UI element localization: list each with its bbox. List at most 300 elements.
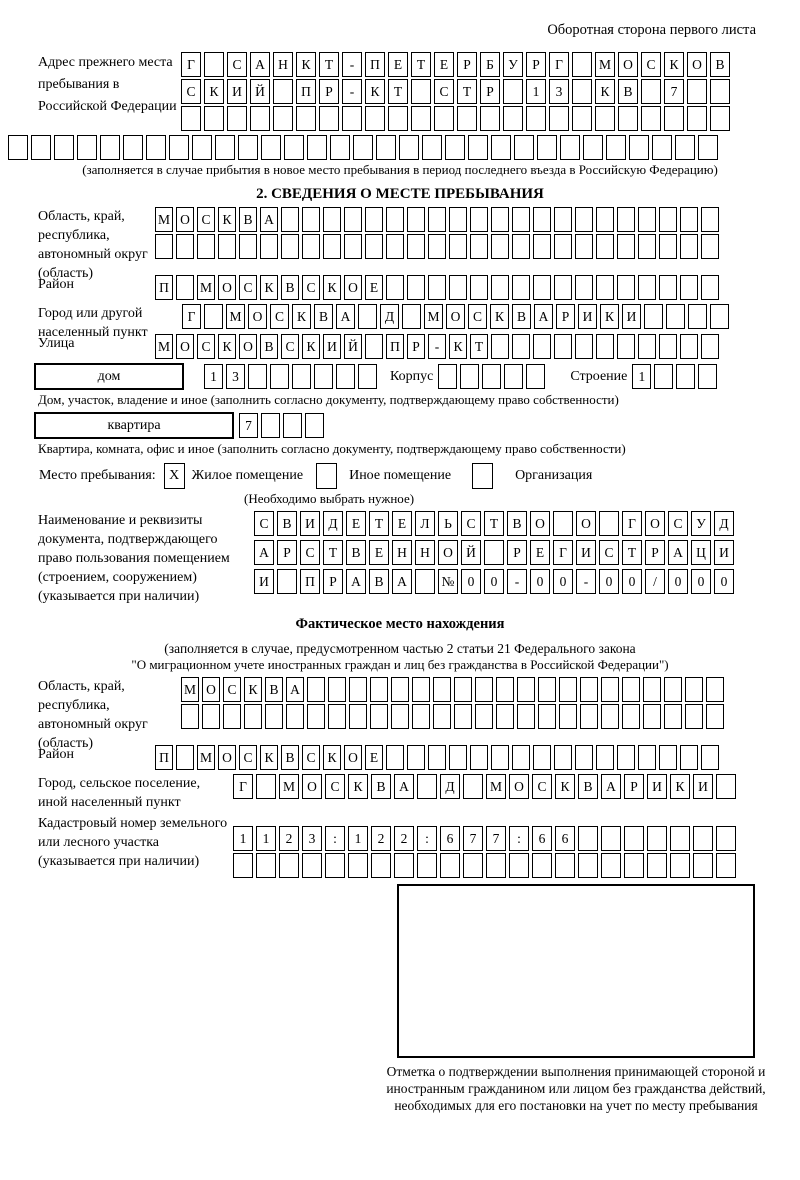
char-cell[interactable]: 7 (664, 79, 684, 104)
char-cell[interactable] (716, 774, 736, 799)
char-cell[interactable]: О (176, 207, 194, 232)
char-cell[interactable] (559, 677, 577, 702)
char-cell[interactable]: С (197, 334, 215, 359)
char-cell[interactable] (270, 364, 289, 389)
char-cell[interactable] (244, 704, 262, 729)
char-cell[interactable]: К (260, 275, 278, 300)
char-cell[interactable] (680, 334, 698, 359)
char-cell[interactable] (239, 234, 257, 259)
char-cell[interactable] (463, 774, 483, 799)
char-cell[interactable]: Е (369, 540, 389, 565)
char-cell[interactable]: С (197, 207, 215, 232)
char-cell[interactable] (376, 135, 396, 160)
char-cell[interactable] (449, 234, 467, 259)
char-cell[interactable] (296, 106, 316, 131)
char-cell[interactable]: 0 (599, 569, 619, 594)
char-cell[interactable]: В (618, 79, 638, 104)
char-cell[interactable]: В (277, 511, 297, 536)
char-cell[interactable]: И (576, 540, 596, 565)
char-cell[interactable] (643, 704, 661, 729)
char-cell[interactable] (599, 511, 619, 536)
char-cell[interactable] (560, 135, 580, 160)
char-cell[interactable]: И (227, 79, 247, 104)
char-cell[interactable] (622, 704, 640, 729)
char-cell[interactable]: М (486, 774, 506, 799)
char-cell[interactable] (643, 677, 661, 702)
char-cell[interactable] (463, 853, 483, 878)
char-cell[interactable] (365, 234, 383, 259)
char-cell[interactable] (538, 677, 556, 702)
char-cell[interactable] (624, 826, 644, 851)
char-cell[interactable]: П (296, 79, 316, 104)
char-cell[interactable] (181, 704, 199, 729)
char-cell[interactable] (302, 853, 322, 878)
char-cell[interactable]: В (369, 569, 389, 594)
char-cell[interactable] (349, 677, 367, 702)
char-cell[interactable]: А (668, 540, 688, 565)
char-cell[interactable] (277, 569, 297, 594)
char-cell[interactable] (407, 745, 425, 770)
char-cell[interactable] (685, 704, 703, 729)
char-cell[interactable] (638, 234, 656, 259)
char-cell[interactable] (533, 234, 551, 259)
char-cell[interactable]: А (394, 774, 414, 799)
char-cell[interactable] (606, 135, 626, 160)
char-cell[interactable] (370, 677, 388, 702)
char-cell[interactable] (411, 106, 431, 131)
char-cell[interactable] (223, 704, 241, 729)
char-cell[interactable]: С (434, 79, 454, 104)
char-cell[interactable] (670, 853, 690, 878)
char-cell[interactable]: Р (407, 334, 425, 359)
char-cell[interactable]: И (254, 569, 274, 594)
char-cell[interactable]: 0 (530, 569, 550, 594)
char-cell[interactable] (638, 745, 656, 770)
char-cell[interactable] (716, 853, 736, 878)
char-cell[interactable] (666, 304, 685, 329)
char-cell[interactable]: - (342, 52, 362, 77)
char-cell[interactable] (433, 704, 451, 729)
char-cell[interactable] (554, 234, 572, 259)
char-cell[interactable] (675, 135, 695, 160)
char-cell[interactable]: К (204, 79, 224, 104)
char-cell[interactable]: А (601, 774, 621, 799)
char-cell[interactable] (701, 745, 719, 770)
char-cell[interactable] (402, 304, 421, 329)
char-cell[interactable]: Р (323, 569, 343, 594)
char-cell[interactable]: А (336, 304, 355, 329)
char-cell[interactable]: С (461, 511, 481, 536)
char-cell[interactable] (583, 135, 603, 160)
char-cell[interactable] (578, 853, 598, 878)
char-cell[interactable]: Т (470, 334, 488, 359)
char-cell[interactable] (411, 79, 431, 104)
char-cell[interactable] (644, 304, 663, 329)
char-cell[interactable]: С (599, 540, 619, 565)
char-cell[interactable] (233, 853, 253, 878)
char-cell[interactable]: / (645, 569, 665, 594)
char-cell[interactable]: М (181, 677, 199, 702)
char-cell[interactable] (54, 135, 74, 160)
char-cell[interactable] (202, 704, 220, 729)
char-cell[interactable] (146, 135, 166, 160)
char-cell[interactable]: А (534, 304, 553, 329)
char-cell[interactable]: С (300, 540, 320, 565)
char-cell[interactable] (412, 677, 430, 702)
char-cell[interactable]: О (248, 304, 267, 329)
char-cell[interactable]: В (371, 774, 391, 799)
char-cell[interactable]: А (254, 540, 274, 565)
char-cell[interactable]: К (302, 334, 320, 359)
char-cell[interactable] (638, 207, 656, 232)
char-cell[interactable] (701, 234, 719, 259)
char-cell[interactable]: Ь (438, 511, 458, 536)
char-cell[interactable] (706, 677, 724, 702)
char-cell[interactable]: М (279, 774, 299, 799)
char-cell[interactable]: Д (714, 511, 734, 536)
char-cell[interactable] (475, 704, 493, 729)
char-cell[interactable]: Г (553, 540, 573, 565)
char-cell[interactable]: К (449, 334, 467, 359)
char-cell[interactable]: Е (388, 52, 408, 77)
char-cell[interactable] (617, 207, 635, 232)
char-cell[interactable] (701, 334, 719, 359)
char-cell[interactable]: С (270, 304, 289, 329)
char-cell[interactable]: К (244, 677, 262, 702)
char-cell[interactable] (307, 704, 325, 729)
char-cell[interactable]: О (438, 540, 458, 565)
char-cell[interactable] (279, 853, 299, 878)
char-cell[interactable] (553, 511, 573, 536)
char-cell[interactable] (654, 364, 673, 389)
char-cell[interactable] (449, 745, 467, 770)
char-cell[interactable] (353, 135, 373, 160)
char-cell[interactable] (575, 334, 593, 359)
char-cell[interactable] (618, 106, 638, 131)
char-cell[interactable] (319, 106, 339, 131)
char-cell[interactable] (484, 540, 504, 565)
char-cell[interactable] (273, 79, 293, 104)
char-cell[interactable]: М (424, 304, 443, 329)
char-cell[interactable]: 6 (532, 826, 552, 851)
char-cell[interactable] (596, 334, 614, 359)
char-cell[interactable]: 1 (526, 79, 546, 104)
char-cell[interactable]: С (254, 511, 274, 536)
char-cell[interactable] (169, 135, 189, 160)
char-cell[interactable]: А (392, 569, 412, 594)
char-cell[interactable] (181, 106, 201, 131)
char-cell[interactable] (491, 207, 509, 232)
char-cell[interactable]: В (260, 334, 278, 359)
char-cell[interactable] (454, 677, 472, 702)
char-cell[interactable]: Г (622, 511, 642, 536)
char-cell[interactable] (176, 234, 194, 259)
char-cell[interactable]: Р (624, 774, 644, 799)
char-cell[interactable]: 6 (555, 826, 575, 851)
char-cell[interactable]: С (223, 677, 241, 702)
char-cell[interactable] (391, 677, 409, 702)
char-cell[interactable]: Т (319, 52, 339, 77)
char-cell[interactable] (680, 207, 698, 232)
char-cell[interactable] (323, 234, 341, 259)
char-cell[interactable]: Р (645, 540, 665, 565)
char-cell[interactable]: 2 (371, 826, 391, 851)
char-cell[interactable] (596, 275, 614, 300)
char-cell[interactable] (460, 364, 479, 389)
char-cell[interactable] (417, 853, 437, 878)
char-cell[interactable] (496, 704, 514, 729)
char-cell[interactable] (617, 234, 635, 259)
char-cell[interactable]: К (292, 304, 311, 329)
char-cell[interactable] (491, 135, 511, 160)
char-cell[interactable]: 3 (549, 79, 569, 104)
char-cell[interactable]: 1 (233, 826, 253, 851)
char-cell[interactable] (629, 135, 649, 160)
char-cell[interactable] (391, 704, 409, 729)
char-cell[interactable] (701, 275, 719, 300)
char-cell[interactable] (693, 853, 713, 878)
char-cell[interactable]: : (417, 826, 437, 851)
char-cell[interactable] (554, 207, 572, 232)
char-cell[interactable]: А (286, 677, 304, 702)
char-cell[interactable] (517, 677, 535, 702)
char-cell[interactable]: О (344, 275, 362, 300)
char-cell[interactable]: Д (323, 511, 343, 536)
char-cell[interactable] (596, 745, 614, 770)
char-cell[interactable]: Р (277, 540, 297, 565)
char-cell[interactable] (394, 853, 414, 878)
char-cell[interactable] (512, 207, 530, 232)
char-cell[interactable]: С (227, 52, 247, 77)
char-cell[interactable] (601, 826, 621, 851)
char-cell[interactable] (342, 106, 362, 131)
char-cell[interactable] (422, 135, 442, 160)
char-cell[interactable] (559, 704, 577, 729)
char-cell[interactable] (701, 207, 719, 232)
char-cell[interactable] (412, 704, 430, 729)
char-cell[interactable]: У (503, 52, 523, 77)
char-cell[interactable]: Г (181, 52, 201, 77)
char-cell[interactable]: Й (344, 334, 362, 359)
char-cell[interactable] (512, 275, 530, 300)
char-cell[interactable]: О (530, 511, 550, 536)
char-cell[interactable]: П (365, 52, 385, 77)
char-cell[interactable]: К (323, 275, 341, 300)
char-cell[interactable] (273, 106, 293, 131)
char-cell[interactable]: К (595, 79, 615, 104)
char-cell[interactable]: О (302, 774, 322, 799)
char-cell[interactable]: Р (480, 79, 500, 104)
char-cell[interactable] (344, 207, 362, 232)
char-cell[interactable] (664, 704, 682, 729)
char-cell[interactable] (155, 234, 173, 259)
char-cell[interactable] (596, 207, 614, 232)
char-cell[interactable] (445, 135, 465, 160)
char-cell[interactable] (305, 413, 324, 438)
char-cell[interactable]: К (218, 207, 236, 232)
char-cell[interactable]: Ц (691, 540, 711, 565)
char-cell[interactable]: И (714, 540, 734, 565)
char-cell[interactable]: Е (365, 745, 383, 770)
checkbox-residential[interactable]: X (164, 463, 185, 489)
char-cell[interactable]: - (342, 79, 362, 104)
char-cell[interactable] (470, 234, 488, 259)
char-cell[interactable] (538, 704, 556, 729)
char-cell[interactable] (680, 745, 698, 770)
char-cell[interactable] (685, 677, 703, 702)
char-cell[interactable] (470, 745, 488, 770)
char-cell[interactable]: К (218, 334, 236, 359)
char-cell[interactable]: Т (369, 511, 389, 536)
char-cell[interactable] (336, 364, 355, 389)
char-cell[interactable] (533, 207, 551, 232)
char-cell[interactable] (617, 745, 635, 770)
char-cell[interactable]: О (218, 275, 236, 300)
char-cell[interactable]: С (302, 275, 320, 300)
char-cell[interactable]: 2 (279, 826, 299, 851)
char-cell[interactable] (454, 704, 472, 729)
char-cell[interactable]: В (512, 304, 531, 329)
char-cell[interactable] (330, 135, 350, 160)
char-cell[interactable]: О (446, 304, 465, 329)
char-cell[interactable]: Е (365, 275, 383, 300)
char-cell[interactable] (687, 79, 707, 104)
char-cell[interactable]: К (365, 79, 385, 104)
char-cell[interactable] (204, 106, 224, 131)
char-cell[interactable] (716, 826, 736, 851)
char-cell[interactable] (596, 234, 614, 259)
char-cell[interactable] (572, 106, 592, 131)
char-cell[interactable] (428, 234, 446, 259)
char-cell[interactable]: В (265, 677, 283, 702)
char-cell[interactable] (370, 704, 388, 729)
char-cell[interactable]: М (155, 334, 173, 359)
char-cell[interactable] (281, 234, 299, 259)
char-cell[interactable] (517, 704, 535, 729)
char-cell[interactable] (503, 106, 523, 131)
char-cell[interactable]: И (578, 304, 597, 329)
char-cell[interactable]: С (281, 334, 299, 359)
char-cell[interactable] (328, 704, 346, 729)
char-cell[interactable] (580, 677, 598, 702)
char-cell[interactable]: - (576, 569, 596, 594)
char-cell[interactable] (227, 106, 247, 131)
char-cell[interactable] (238, 135, 258, 160)
char-cell[interactable]: П (155, 275, 173, 300)
char-cell[interactable]: 0 (484, 569, 504, 594)
char-cell[interactable] (281, 207, 299, 232)
char-cell[interactable] (491, 234, 509, 259)
char-cell[interactable] (503, 79, 523, 104)
char-cell[interactable]: 3 (302, 826, 322, 851)
char-cell[interactable]: С (468, 304, 487, 329)
checkbox-organization[interactable] (472, 463, 493, 489)
char-cell[interactable] (496, 677, 514, 702)
char-cell[interactable]: Р (556, 304, 575, 329)
char-cell[interactable] (100, 135, 120, 160)
char-cell[interactable]: 0 (622, 569, 642, 594)
char-cell[interactable]: 0 (553, 569, 573, 594)
char-cell[interactable] (176, 745, 194, 770)
char-cell[interactable]: К (490, 304, 509, 329)
char-cell[interactable]: М (197, 275, 215, 300)
char-cell[interactable] (407, 275, 425, 300)
char-cell[interactable] (512, 334, 530, 359)
char-cell[interactable] (647, 826, 667, 851)
char-cell[interactable]: С (532, 774, 552, 799)
char-cell[interactable] (248, 364, 267, 389)
char-cell[interactable]: В (314, 304, 333, 329)
char-cell[interactable] (407, 234, 425, 259)
char-cell[interactable] (470, 207, 488, 232)
char-cell[interactable]: К (348, 774, 368, 799)
char-cell[interactable] (670, 826, 690, 851)
char-cell[interactable] (624, 853, 644, 878)
char-cell[interactable]: А (250, 52, 270, 77)
char-cell[interactable] (491, 334, 509, 359)
char-cell[interactable] (647, 853, 667, 878)
char-cell[interactable]: 7 (486, 826, 506, 851)
char-cell[interactable]: Й (250, 79, 270, 104)
char-cell[interactable] (512, 745, 530, 770)
char-cell[interactable]: С (239, 275, 257, 300)
char-cell[interactable] (256, 853, 276, 878)
char-cell[interactable] (659, 745, 677, 770)
char-cell[interactable]: О (645, 511, 665, 536)
char-cell[interactable] (261, 135, 281, 160)
char-cell[interactable] (204, 304, 223, 329)
char-cell[interactable]: А (346, 569, 366, 594)
char-cell[interactable] (433, 677, 451, 702)
char-cell[interactable] (601, 677, 619, 702)
char-cell[interactable]: О (202, 677, 220, 702)
char-cell[interactable]: Б (480, 52, 500, 77)
char-cell[interactable] (554, 275, 572, 300)
char-cell[interactable] (428, 745, 446, 770)
char-cell[interactable] (575, 275, 593, 300)
char-cell[interactable] (693, 826, 713, 851)
char-cell[interactable] (537, 135, 557, 160)
char-cell[interactable] (31, 135, 51, 160)
char-cell[interactable]: А (260, 207, 278, 232)
char-cell[interactable] (123, 135, 143, 160)
char-cell[interactable] (638, 334, 656, 359)
char-cell[interactable]: М (595, 52, 615, 77)
char-cell[interactable] (575, 207, 593, 232)
char-cell[interactable]: И (647, 774, 667, 799)
char-cell[interactable]: С (239, 745, 257, 770)
char-cell[interactable] (680, 234, 698, 259)
char-cell[interactable]: 0 (461, 569, 481, 594)
char-cell[interactable] (307, 135, 327, 160)
char-cell[interactable]: О (618, 52, 638, 77)
char-cell[interactable] (664, 677, 682, 702)
char-cell[interactable]: В (239, 207, 257, 232)
char-cell[interactable]: К (555, 774, 575, 799)
char-cell[interactable]: С (641, 52, 661, 77)
char-cell[interactable] (554, 334, 572, 359)
char-cell[interactable] (365, 106, 385, 131)
char-cell[interactable] (698, 135, 718, 160)
char-cell[interactable]: 6 (440, 826, 460, 851)
char-cell[interactable] (77, 135, 97, 160)
char-cell[interactable]: И (622, 304, 641, 329)
char-cell[interactable]: К (664, 52, 684, 77)
char-cell[interactable]: О (687, 52, 707, 77)
char-cell[interactable]: 1 (348, 826, 368, 851)
char-cell[interactable] (533, 745, 551, 770)
char-cell[interactable]: Е (346, 511, 366, 536)
